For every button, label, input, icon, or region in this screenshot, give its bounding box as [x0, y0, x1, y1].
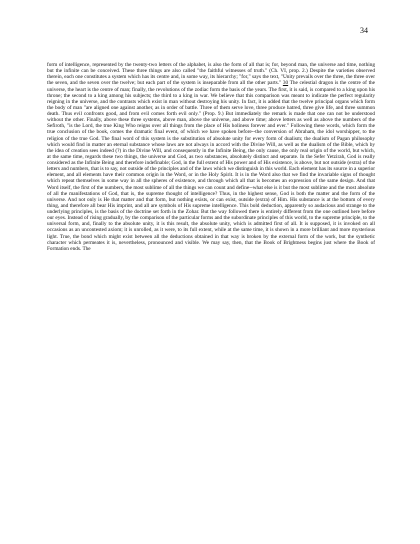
- page-number: 34: [360, 26, 368, 35]
- body-text: [47, 62, 375, 252]
- page-reference-link[interactable]: 30: [282, 80, 289, 87]
- paragraph: [47, 62, 375, 252]
- paragraph-text-part-1: form of intelligence, represented by the twenty-two letters of the alphabet, is also the form of all that is; for, beyond man, the universe and time, nothing but the infinite can be conceived. These three things are also called "the faithful witnesses of truth." (Ch. VI, prop. 2.) Despite the varieties observed therein, each one constitutes a system which has its centre and, in some way, its hierarchy; "for," says the text, "Unity prevails over the three, the three over the seven, and the seven over the twelve; but each part of the system is inseparable from all the other parts.": [47, 62, 375, 87]
- paragraph-text-part-2: The celestial dragon is the centre of the universe, the heart is the centre of man; finally, the revolutions of the zodiac form the basis of the years. The first, it is said, is compared to a king upon his throne; the second to a king among his subjects; the third to a king in war. We believe that this comparison was meant to indicate the perfect regularity reigning in the universe, and the contrasts which exist in man without destroying his unity. In fact, it is added that the twelve principal organs which form the body of man "are aligned one against another, as in order of battle. Three of them serve love, three produce hatred, three give life, and three summon death. Thus evil confronts good, and from evil comes forth evil only." (Prop. 9.) But immediately the remark is made that one can not be understood without the other. Finally, above these three systems, above man, above the universe, and above time; above letters as well as above the numbers of the Sefiroth, "is the Lord, the true King Who reigns over all things from the place of His holiness forever and ever." Following these words, which form the true conclusion of the book, comes the dramatic final event, of which we have spoken before--the conversion of Abraham, the idol worshipper, to the religion of the true God. The final word of this system is the substitution of absolute unity for every form of dualism; the dualism of Pagan philosophy which would find in matter an eternal substance whose laws are not always in accord with the Divine Will, as well as the dualism of the Bible, which by the idea of creation sees indeed (?) in the Divine Will, and consequently in the Infinite Being, the only cause, the only real origin of the world, but which, at the same time, regards these two things, the universe and God, as two substances, absolutely distinct and separate. In the Sefer Yetzirah, God is really considered as the Infinite Being and therefore indefinable; God, in the full extent of His power and of His existence, is above, but not outside (extra) of the letters and numbers, that is to say, not outside of the principles and of the laws which we distinguish in this world. Each element has its source in a superior element, and all elements have their common origin in the Word, or in the Holy Spirit. It is in the Word also that we find the invariable signs of thought which repeat themselves in some way in all the spheres of existence, and through which all that is becomes an expression of the same design. And that Word itself, the first of the numbers, the most sublime of all the things we can count and define--what else is it but the most sublime and the most absolute of all the manifestations of God, that is, the supreme thought of intelligence? Thus, in the highest sense, God is both the matter and the form of the universe. And not only is He that matter and that form, but nothing exists, or can exist, outside (extra) of Him. His substance is at the bottom of every thing, and therefore all bear His imprint, and all are symbols of His supreme intelligence. This bold deduction, apparently so audacious and strange to the underlying principles, is the basis of the doctrine set forth in the Zohar. But the way followed there is entirely different from the one outlined here before our eyes. Instead of rising gradually, by the comparison of the particular forms and the subordinate principles of this world, to the supreme principle, to the universal form, and, finally to the absolute unity, it is this result, the absolute unity, which is admitted first of all. It is supposed, it is invoked on all occasions as an uncontested axiom; it is unrolled, as it were, to its full extent, while at the same time, it is shown in a more brilliant and more mysterious light. True, the bond which might exist between all the deductions obtained in that way is broken by the external form of the work, but the synthetic character which permeates it is, nevertheless, pronounced and visible. We may say, then, that the Book of Brightness begins just where the Book of Formation ends. The: [47, 80, 375, 252]
